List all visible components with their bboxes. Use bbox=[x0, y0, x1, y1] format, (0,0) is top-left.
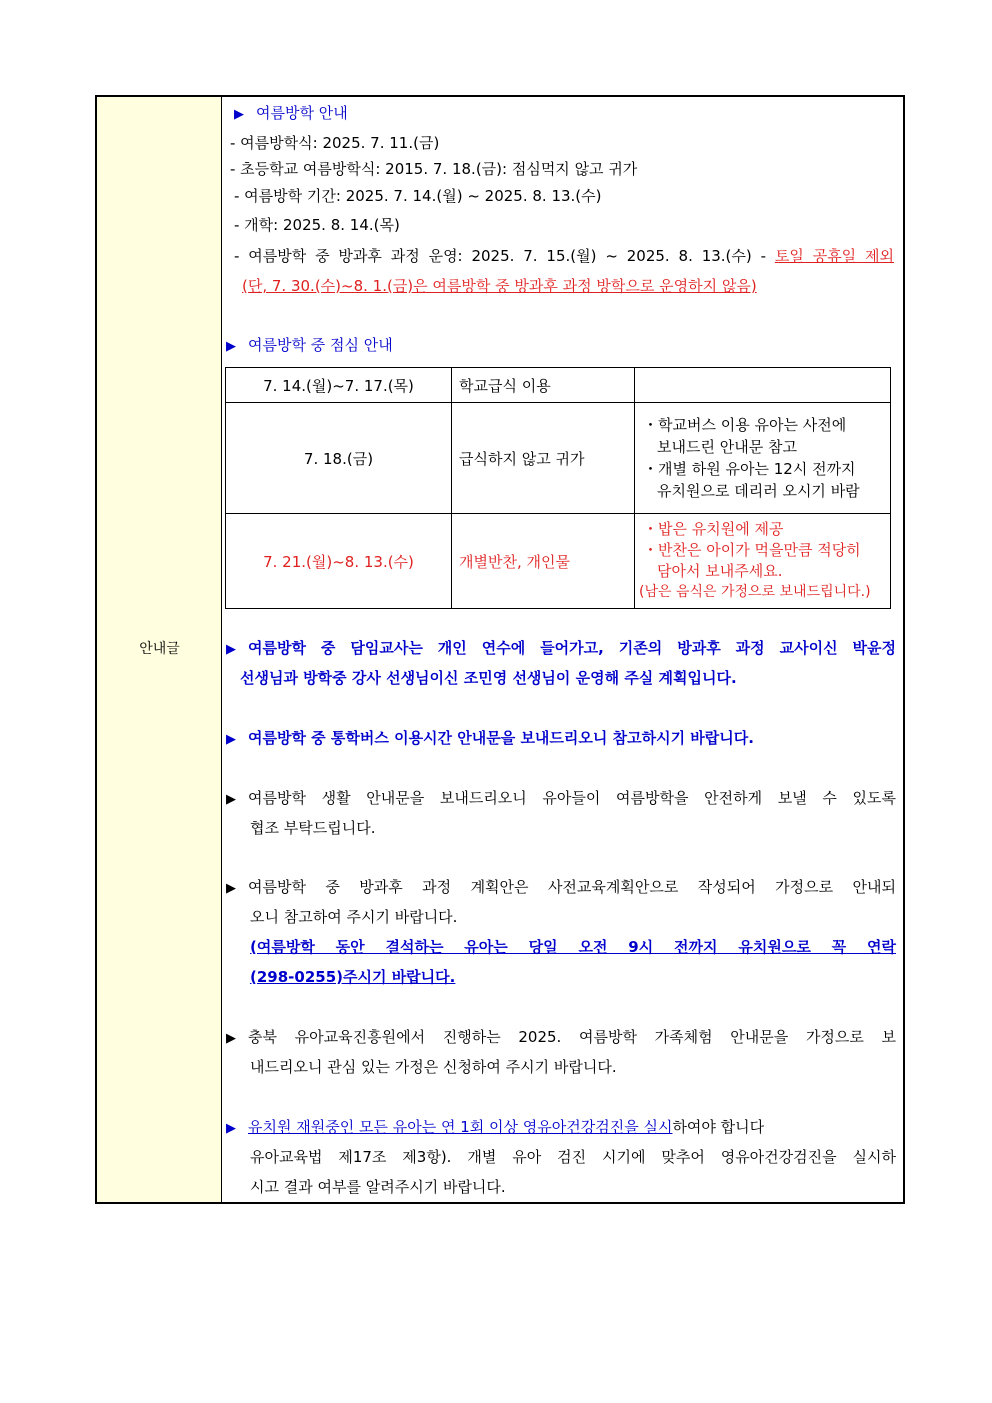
label-column bbox=[97, 97, 222, 1202]
vacation-item: - 여름방학 기간: 2025. 7. 14.(월) ~ 2025. 8. 13.(수) bbox=[234, 187, 602, 205]
period-cell: 7. 21.(월)~8. 13.(수) bbox=[226, 514, 452, 609]
vacation-item: - 개학: 2025. 8. 14.(목) bbox=[234, 216, 400, 234]
bus-notice: ▶ 여름방학 중 통학버스 이용시간 안내문을 보내드리오니 참고하시기 바랍니다. bbox=[226, 728, 754, 750]
family-notice: ▶ 충북 유아교육진흥원에서 진행하는 2025. 여름방학 가족체험 안내문을 가정으로 보 bbox=[226, 1027, 896, 1049]
notes-cell: ・밥은 유치원에 제공 ・반찬은 아이가 먹을만큼 적당히 담아서 보내주세요. (남은 음식은 가정으로 보내드립니다.) bbox=[635, 514, 891, 609]
vacation-item: - 초등학교 여름방학식: 2015. 7. 18.(금): 점심먹지 않고 귀가 bbox=[230, 160, 638, 178]
teacher-notice-2: 선생님과 방학중 강사 선생님이신 조민영 선생님이 운영해 주실 계획입니다. bbox=[240, 669, 737, 687]
triangle-icon: ▶ bbox=[226, 642, 236, 657]
triangle-icon: ▶ bbox=[234, 107, 244, 122]
notes-cell bbox=[635, 368, 891, 403]
holiday-note: 토일 공휴일 제외 bbox=[774, 247, 895, 265]
afterschool-line: - 여름방학 중 방과후 과정 운영: 2025. 7. 15.(월) ~ 2025. 8. 13.(수) - 토일 공휴일 제외 bbox=[234, 247, 895, 265]
triangle-icon: ▶ bbox=[226, 792, 236, 807]
lunch-heading: ▶ 여름방학 중 점심 안내 bbox=[226, 335, 393, 357]
absence-notice-2: (298-0255)주시기 바랍니다. bbox=[250, 968, 456, 986]
vacation-heading: ▶ 여름방학 안내 bbox=[234, 103, 348, 125]
notice-table bbox=[95, 95, 905, 1204]
method-cell: 개별반찬, 개인물 bbox=[452, 514, 635, 609]
health-notice-2: 유아교육법 제17조 제3항). 개별 유아 검진 시기에 맞추어 영유아건강검진을 실시하 bbox=[250, 1148, 896, 1166]
triangle-icon: ▶ bbox=[226, 881, 236, 896]
afterschool-exception: (단, 7. 30.(수)~8. 1.(금)은 여름방학 중 방과후 과정 방학으로 운영하지 않음) bbox=[242, 277, 757, 295]
teacher-notice: ▶ 여름방학 중 담임교사는 개인 연수에 들어가고, 기존의 방과후 과정 교사이신 박윤정 bbox=[226, 638, 896, 660]
lunch-table bbox=[225, 367, 891, 609]
triangle-icon: ▶ bbox=[226, 732, 236, 747]
notes-cell: ・학교버스 이용 유아는 사전에 보내드린 안내문 참고 ・개별 하원 유아는 12시 전까지 유치원으로 데리러 오시기 바람 bbox=[635, 403, 891, 514]
life-notice: ▶ 여름방학 생활 안내문을 보내드리오니 유아들이 여름방학을 안전하게 보낼 수 있도록 bbox=[226, 788, 896, 810]
plan-notice: ▶ 여름방학 중 방과후 과정 계획안은 사전교육계획안으로 작성되어 가정으로 안내되 bbox=[226, 877, 896, 899]
health-notice-3: 시고 결과 여부를 알려주시기 바랍니다. bbox=[250, 1178, 506, 1196]
triangle-icon: ▶ bbox=[226, 339, 236, 354]
family-notice-2: 내드리오니 관심 있는 가정은 신청하여 주시기 바랍니다. bbox=[250, 1058, 617, 1076]
period-cell: 7. 18.(금) bbox=[226, 403, 452, 514]
table-row bbox=[226, 514, 891, 609]
triangle-icon: ▶ bbox=[226, 1031, 236, 1046]
method-cell: 급식하지 않고 귀가 bbox=[452, 403, 635, 514]
vacation-item: - 여름방학식: 2025. 7. 11.(금) bbox=[230, 134, 440, 152]
triangle-icon: ▶ bbox=[226, 1121, 236, 1136]
health-notice: ▶ 유치원 재원중인 모든 유아는 연 1회 이상 영유아건강검진을 실시하여야 합니다 bbox=[226, 1117, 764, 1139]
table-row bbox=[226, 403, 891, 514]
life-notice-2: 협조 부탁드립니다. bbox=[250, 819, 376, 837]
absence-notice: (여름방학 동안 결석하는 유아는 당일 오전 9시 전까지 유치원으로 꼭 연락 bbox=[250, 938, 896, 956]
plan-notice-2: 오니 참고하여 주시기 바랍니다. bbox=[250, 908, 458, 926]
period-cell: 7. 14.(월)~7. 17.(목) bbox=[226, 368, 452, 403]
label-text: 안내글 bbox=[139, 641, 180, 657]
content-cell bbox=[222, 97, 903, 1202]
method-cell: 학교급식 이용 bbox=[452, 368, 635, 403]
table-row bbox=[226, 368, 891, 403]
